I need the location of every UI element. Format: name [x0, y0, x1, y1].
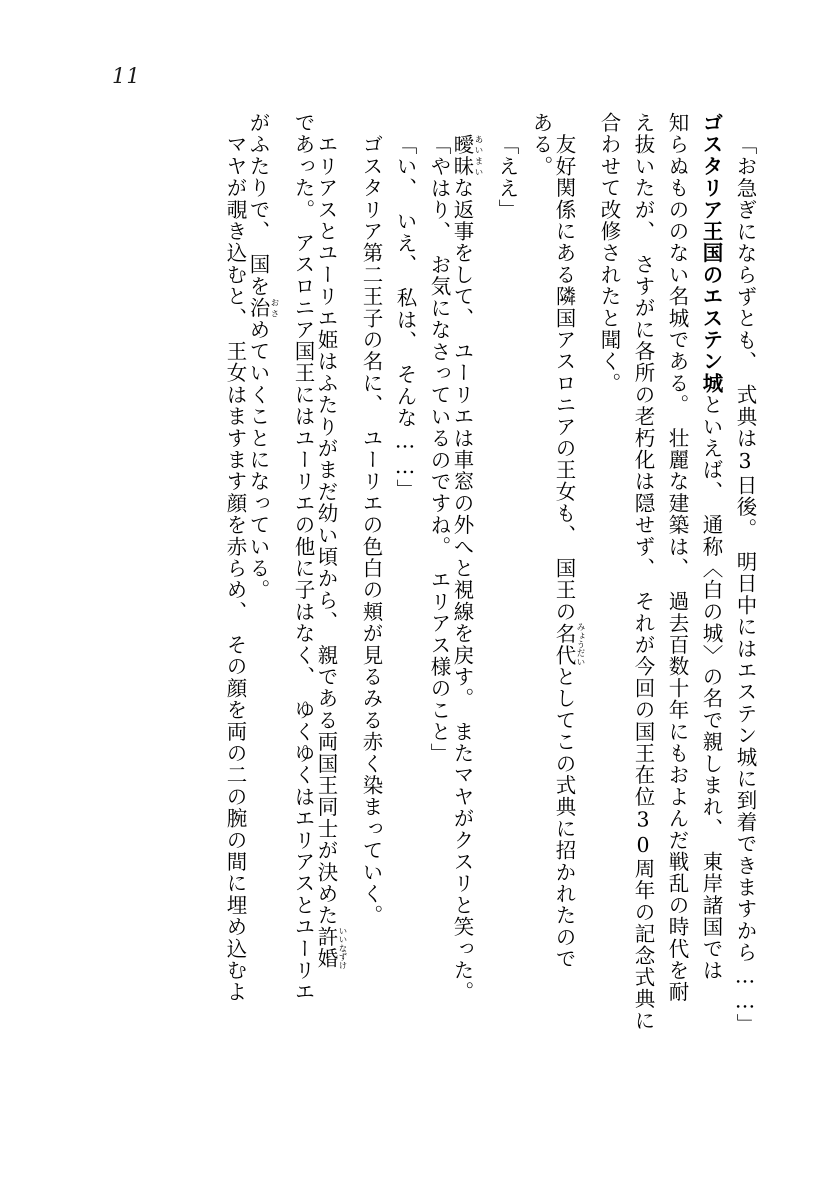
vertical-text-body	[135, 112, 755, 1122]
text-column: ある。	[529, 112, 553, 178]
text-column: マヤが覗き込むと、 王女はますます顔を赤らめ、 その顔を両の二の腕の間に埋め込むよ	[223, 112, 247, 1003]
text-column: ゴスタリア王国のエステン城といえば、 通称〈白の城〉の名で親しまれ、 東岸諸国では	[699, 112, 723, 982]
text-column: 「やはり、 お気になさっているのですね。 エリアス様のこと」	[427, 134, 451, 765]
text-column: 「い、 いえ、 私は、 そんな……」	[393, 134, 417, 501]
page-number: 11	[112, 64, 141, 88]
text-column-suffix: といえば、 通称〈白の城〉の名で親しまれ、 東岸諸国では	[699, 394, 723, 982]
text-column: エリアスとユーリエ姫はふたりがまだ幼い頃から、 親である両国王同士が決めた許婚 いいなずけ	[314, 112, 347, 970]
text-column: え抜いたが、 さすがに各所の老朽化は隠せず、 それが今回の国王在位30周年の記念式典に	[631, 112, 655, 1032]
text-column: 「ええ」	[495, 134, 519, 221]
text-column: 曖昧 あいまいな返事をして、 ユーリエは車窓の外へと視線を戻す。 またマヤがクスリと笑った。	[450, 133, 483, 1003]
text-column: 友好関係にある隣国アスロニアの王女も、 国王の名代 みょうだいとしてこの式典に招かれたので	[552, 112, 585, 970]
text-column: 合わせて改修されたと聞く。	[597, 112, 621, 395]
text-column: 「お急ぎにならずとも、 式典は3日後。 明日中にはエステン城に到着できますから……」	[733, 134, 757, 1036]
text-column: 知らぬもののない名城である。 壮麗な建築は、 過去百数十年にもおよんだ戦乱の時代を耐	[665, 112, 689, 1003]
text-column: であった。 アスロニア国王にはユーリエの他に子はなく、 ゆくゆくはエリアスとユーリエ	[291, 112, 315, 1003]
text-column: がふたりで、 国を治 おさめていくことになっている。	[246, 112, 279, 601]
text-column: ゴスタリア第二王子の名に、 ユーリエの色白の頬が見るみる赤く染まっていく。	[359, 112, 383, 927]
